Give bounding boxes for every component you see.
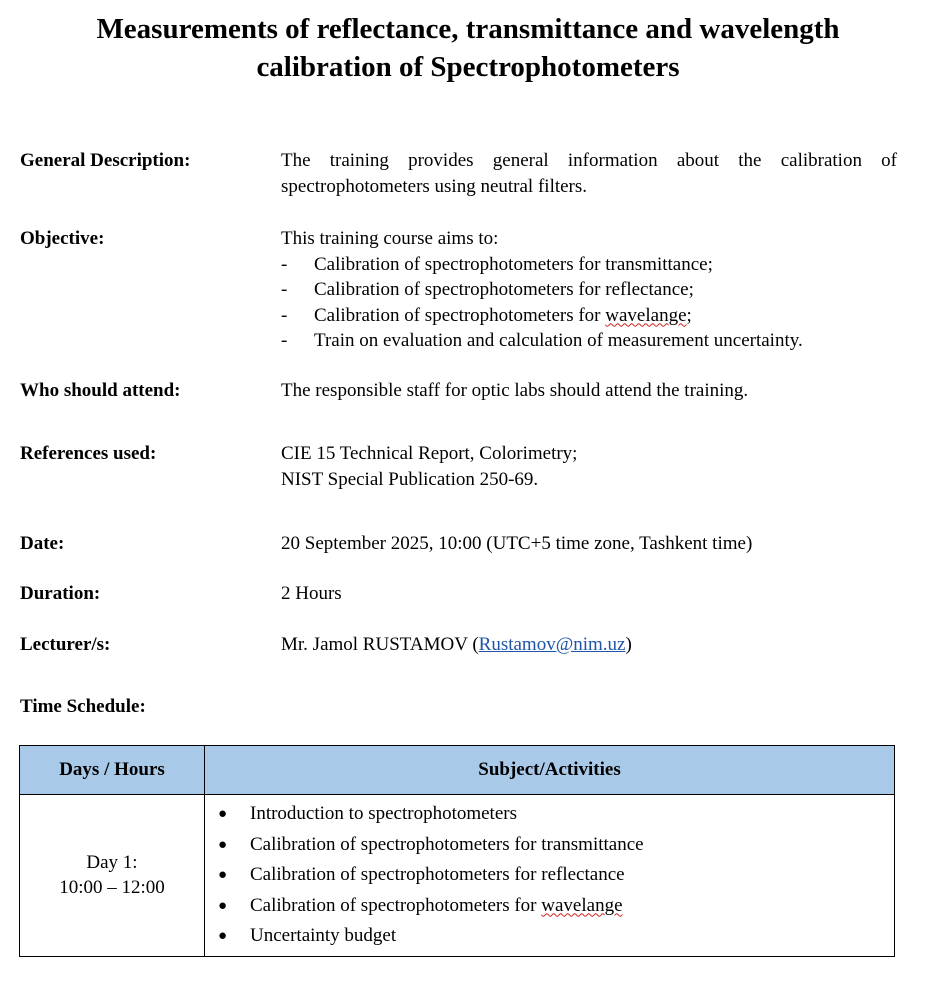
objective-item: - Calibration of spectrophotometers for reflectance;: [281, 279, 694, 300]
lecturer-name: Mr. Jamol RUSTAMOV (: [281, 634, 479, 655]
references-label: References used:: [20, 443, 157, 464]
activities-list: [205, 801, 894, 954]
date-label: Date:: [20, 533, 65, 554]
schedule-header-row: [20, 746, 895, 795]
schedule-hours: 10:00 – 12:00: [59, 877, 165, 899]
time-schedule-heading: Time Schedule:: [20, 696, 146, 717]
reference-item: CIE 15 Technical Report, Colorimetry;: [281, 443, 578, 464]
general-description-label: General Description:: [20, 150, 191, 171]
schedule-activities-cell: [205, 795, 895, 957]
schedule-day-cell: [20, 795, 205, 957]
duration-label: Duration:: [20, 583, 101, 604]
spellcheck-flagged-word: wavelange: [541, 894, 623, 916]
bullet-icon: ●: [218, 836, 228, 853]
title-line-1: Measurements of reflectance, transmittance and wavelength: [96, 13, 840, 45]
schedule-table: [19, 745, 895, 957]
title-line-2: calibration of Spectrophotometers: [256, 51, 680, 83]
bullet-icon: ●: [218, 867, 228, 883]
document-title: [0, 10, 936, 86]
objective-item: - Calibration of spectrophotometers for wavelange;: [281, 304, 692, 326]
schedule-day: Day 1:: [86, 852, 138, 874]
date-value: 20 September 2025, 10:00 (UTC+5 time zone, Tashkent time): [281, 533, 753, 554]
lecturer-email-link[interactable]: Rustamov@nim.uz: [478, 634, 626, 655]
lecturer-close-paren: ): [625, 634, 632, 655]
list-item: ● Calibration of spectrophotometers for reflectance: [205, 862, 894, 893]
table-row: [20, 795, 895, 957]
bullet-icon: ●: [218, 806, 228, 822]
bullet-icon: ●: [218, 897, 228, 914]
objective-item: - Train on evaluation and calculation of measurement uncertainty.: [281, 330, 803, 351]
objective-value: [281, 226, 897, 354]
schedule-header-days: Days / Hours: [20, 746, 205, 795]
list-item: ● Introduction to spectrophotometers: [205, 801, 894, 832]
who-should-attend-label: Who should attend:: [20, 380, 181, 401]
objective-item: - Calibration of spectrophotometers for transmittance;: [281, 253, 713, 275]
objective-label: Objective:: [20, 228, 105, 249]
general-description-value: The training provides general information about the calibration of spectrophotometers using neutral filters.: [281, 150, 897, 197]
bullet-icon: ●: [218, 928, 228, 944]
who-should-attend-value: The responsible staff for optic labs should attend the training.: [281, 380, 749, 401]
list-item: ● Uncertainty budget: [205, 923, 894, 954]
lecturer-label: Lecturer/s:: [20, 634, 111, 655]
duration-value: 2 Hours: [281, 583, 342, 604]
schedule-header-subjects: Subject/Activities: [205, 746, 895, 795]
lecturer-value: [281, 632, 897, 658]
references-value: [281, 441, 897, 492]
reference-item: NIST Special Publication 250-69.: [281, 468, 539, 490]
list-item: ● Calibration of spectrophotometers for wavelange: [205, 893, 894, 924]
spellcheck-flagged-word: wavelange: [605, 304, 687, 326]
objective-intro: This training course aims to:: [281, 228, 499, 249]
list-item: ● Calibration of spectrophotometers for transmittance: [205, 832, 894, 863]
